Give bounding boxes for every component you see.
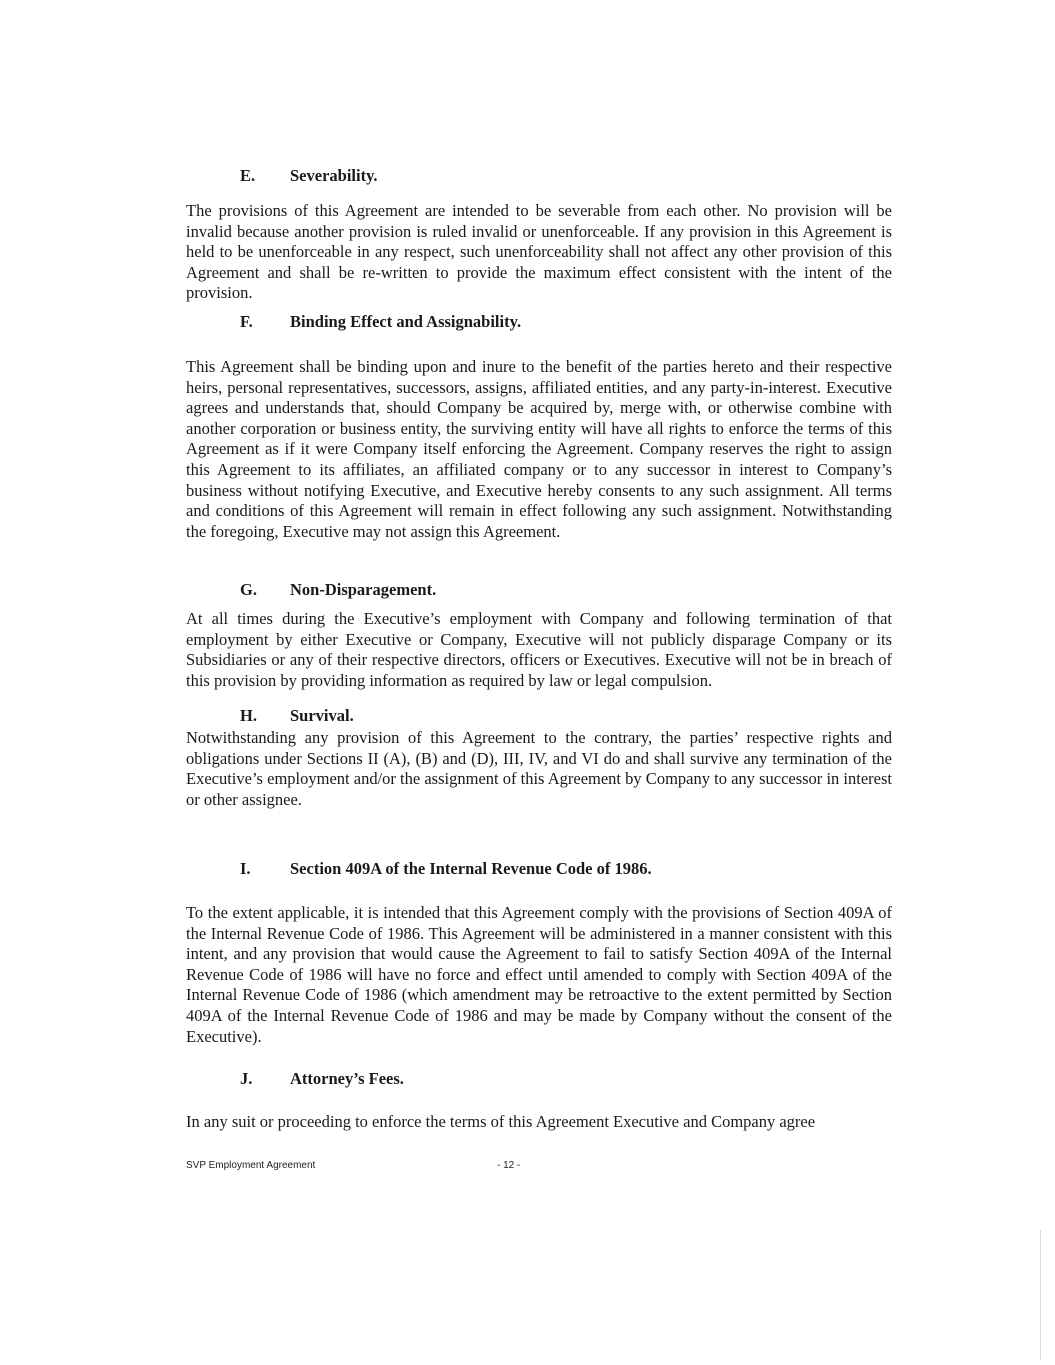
section-letter: G. [240, 580, 257, 599]
section-title: Non-Disparagement. [290, 580, 437, 599]
footer-page-number: - 12 - [497, 1160, 521, 1171]
section-heading-binding-effect [240, 312, 521, 332]
section-heading-section-409a [240, 859, 652, 879]
section-title: Attorney’s Fees. [290, 1069, 404, 1088]
footer-document-name: SVP Employment Agreement [186, 1160, 316, 1171]
section-body-binding-effect: This Agreement shall be binding upon and inure to the benefit of the parties hereto and their respective heirs, personal representatives, successors, assigns, affiliated entities, and any party-in-interest. Executive agrees and understands that, should Company be acquired by, merge with, or otherwise combine with another corporation or business entity, the surviving entity will have all rights to enforce the terms of this Agreement as if it were Company itself enforcing the Agreement. Company reserves the right to assign this Agreement to its affiliates, an affiliated company or to any successor in interest to Company’s business without notifying Executive, and Executive hereby consents to any such assignment. All terms and conditions of this Agreement will remain in effect following any such assignment. Notwithstanding the foregoing, Executive may not assign this Agreement. [186, 357, 892, 541]
section-heading-severability [240, 166, 378, 186]
section-body-non-disparagement: At all times during the Executive’s employment with Company and following termination of that employment by either Executive or Company, Executive will not publicly disparage Company or its Subsidiaries or any of their respective directors, officers or Executives. Executive will not be in breach of this provision by providing information as required by law or legal compulsion. [186, 609, 892, 690]
section-letter: H. [240, 706, 257, 725]
section-title: Survival. [290, 706, 354, 725]
section-title: Binding Effect and Assignability. [290, 312, 522, 331]
section-body-attorneys-fees: In any suit or proceeding to enforce the terms of this Agreement Executive and Company agree [186, 1112, 816, 1131]
section-body-survival: Notwithstanding any provision of this Agreement to the contrary, the parties’ respective rights and obligations under Sections II (A), (B) and (D), III, IV, and VI do and shall survive any termination of the Executive’s employment and/or the assignment of this Agreement by Company to any successor in interest or other assignee. [186, 728, 892, 809]
section-letter: J. [240, 1069, 253, 1088]
section-heading-survival [240, 706, 354, 726]
section-title: Section 409A of the Internal Revenue Code of 1986. [290, 859, 652, 878]
scan-edge-mark [1040, 1230, 1041, 1360]
section-title: Severability. [290, 166, 378, 185]
section-letter: I. [240, 859, 251, 878]
section-heading-non-disparagement [240, 580, 436, 600]
section-heading-attorneys-fees [240, 1069, 404, 1089]
section-letter: F. [240, 312, 253, 331]
section-body-severability: The provisions of this Agreement are intended to be severable from each other. No provision will be invalid because another provision is ruled invalid or unenforceable. If any provision in this Agreement is held to be unenforceable in any respect, such unenforceability shall not affect any other provision of this Agreement and shall be re-written to provide the maximum effect consistent with the intent of the provision. [186, 201, 892, 303]
section-body-section-409a: To the extent applicable, it is intended that this Agreement comply with the provisions of Section 409A of the Internal Revenue Code of 1986. This Agreement will be administered in a manner consistent with this intent, and any provision that would cause the Agreement to fail to satisfy Section 409A of the Internal Revenue Code of 1986 will have no force and effect until amended to comply with Section 409A of the Internal Revenue Code of 1986 (which amendment may be retroactive to the extent permitted by Section 409A of the Internal Revenue Code of 1986 and may be made by Company without the consent of the Executive). [186, 903, 892, 1046]
section-letter: E. [240, 166, 256, 185]
